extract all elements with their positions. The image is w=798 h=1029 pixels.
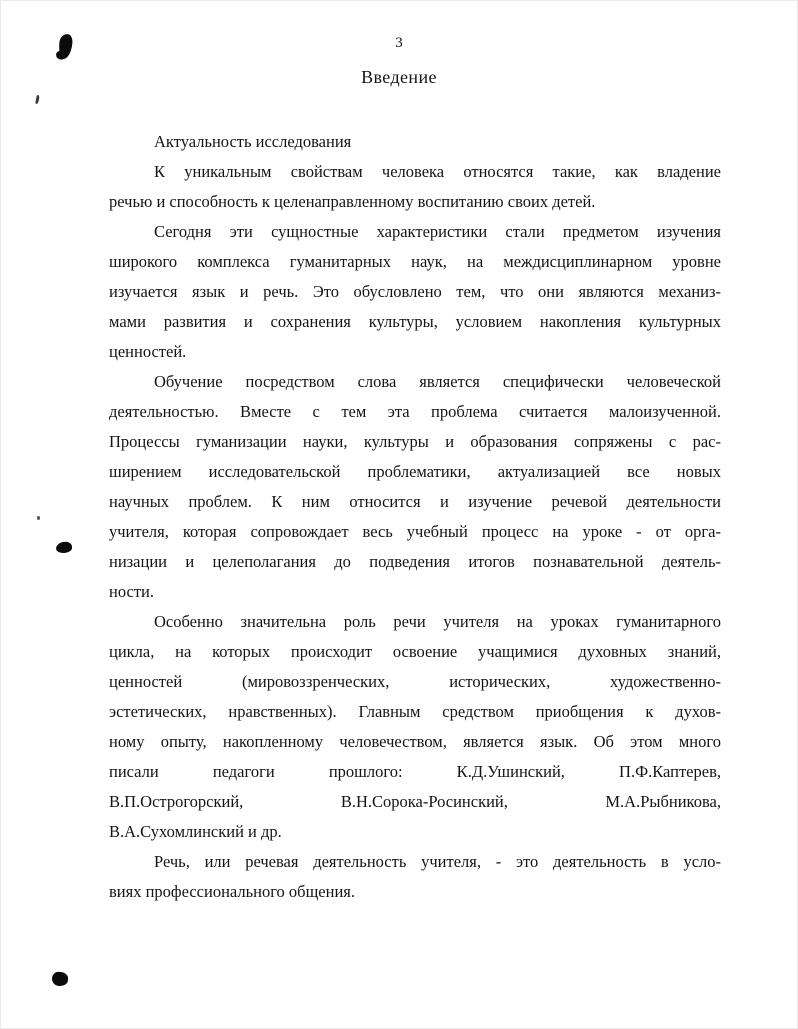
document-title: Введение: [361, 67, 437, 87]
text-line: низации и целеполагания до подведения итогов познавательной деятель-: [109, 552, 721, 571]
text-line: Процессы гуманизации науки, культуры и образования сопряжены с рас-: [109, 432, 721, 451]
text-line: ширением исследовательской проблематики, актуализацией все новых: [109, 462, 721, 481]
ink-blot-middle: [55, 541, 72, 554]
text-line: В.А.Сухомлинский и др.: [109, 822, 282, 841]
text-line: речью и способность к целенаправленному воспитанию своих детей.: [109, 192, 596, 211]
ink-speck-middle: [37, 516, 40, 520]
ink-speck-upper: [35, 95, 40, 104]
paragraph: [109, 847, 721, 907]
paragraph: [109, 607, 721, 847]
text-line: ценностей (мировоззренческих, исторических, художественно-: [109, 672, 721, 691]
text-line: цикла, на которых происходит освоение учащимися духовных знаний,: [109, 642, 721, 661]
paragraph: [109, 367, 721, 607]
text-line: В.П.Острогорский, В.Н.Сорока-Росинский, М.А.Рыбникова,: [109, 792, 721, 811]
text-line: ценностей.: [109, 342, 187, 361]
paragraph: [109, 217, 721, 367]
page-number: 3: [395, 35, 403, 51]
section-heading: Актуальность исследования: [154, 132, 352, 151]
ink-blot-bottom: [52, 971, 69, 986]
paragraph: [109, 157, 721, 217]
text-line: Особенно значительна роль речи учителя на уроках гуманитарного: [154, 612, 721, 631]
text-line: научных проблем. К ним относится и изучение речевой деятельности: [109, 492, 721, 511]
text-line: Обучение посредством слова является специфически человеческой: [154, 372, 721, 391]
paragraphs: [109, 157, 721, 907]
text-line: ному опыту, накопленному человечеством, является язык. Об этом много: [109, 732, 721, 751]
text-line: мами развития и сохранения культуры, условием накопления культурных: [109, 312, 721, 331]
text-line: широкого комплекса гуманитарных наук, на междисциплинарном уровне: [109, 252, 721, 271]
text-line: ности.: [109, 582, 154, 601]
text-line: виях профессионального общения.: [109, 882, 355, 901]
text-line: Речь, или речевая деятельность учителя, - это деятельность в усло-: [154, 852, 721, 871]
text-line: деятельностью. Вместе с тем эта проблема считается малоизученной.: [109, 402, 721, 421]
document-body: [109, 127, 721, 907]
text-line: Сегодня эти сущностные характеристики стали предметом изучения: [154, 222, 721, 241]
text-line: писали педагоги прошлого: К.Д.Ушинский, П.Ф.Каптерев,: [109, 762, 721, 781]
text-line: эстетических, нравственных). Главным средством приобщения к духов-: [109, 702, 721, 721]
text-line: учителя, которая сопровождает весь учебный процесс на уроке - от орга-: [109, 522, 721, 541]
text-line: изучается язык и речь. Это обусловлено тем, что они являются механиз-: [109, 282, 721, 301]
text-line: К уникальным свойствам человека относятся такие, как владение: [154, 162, 721, 181]
